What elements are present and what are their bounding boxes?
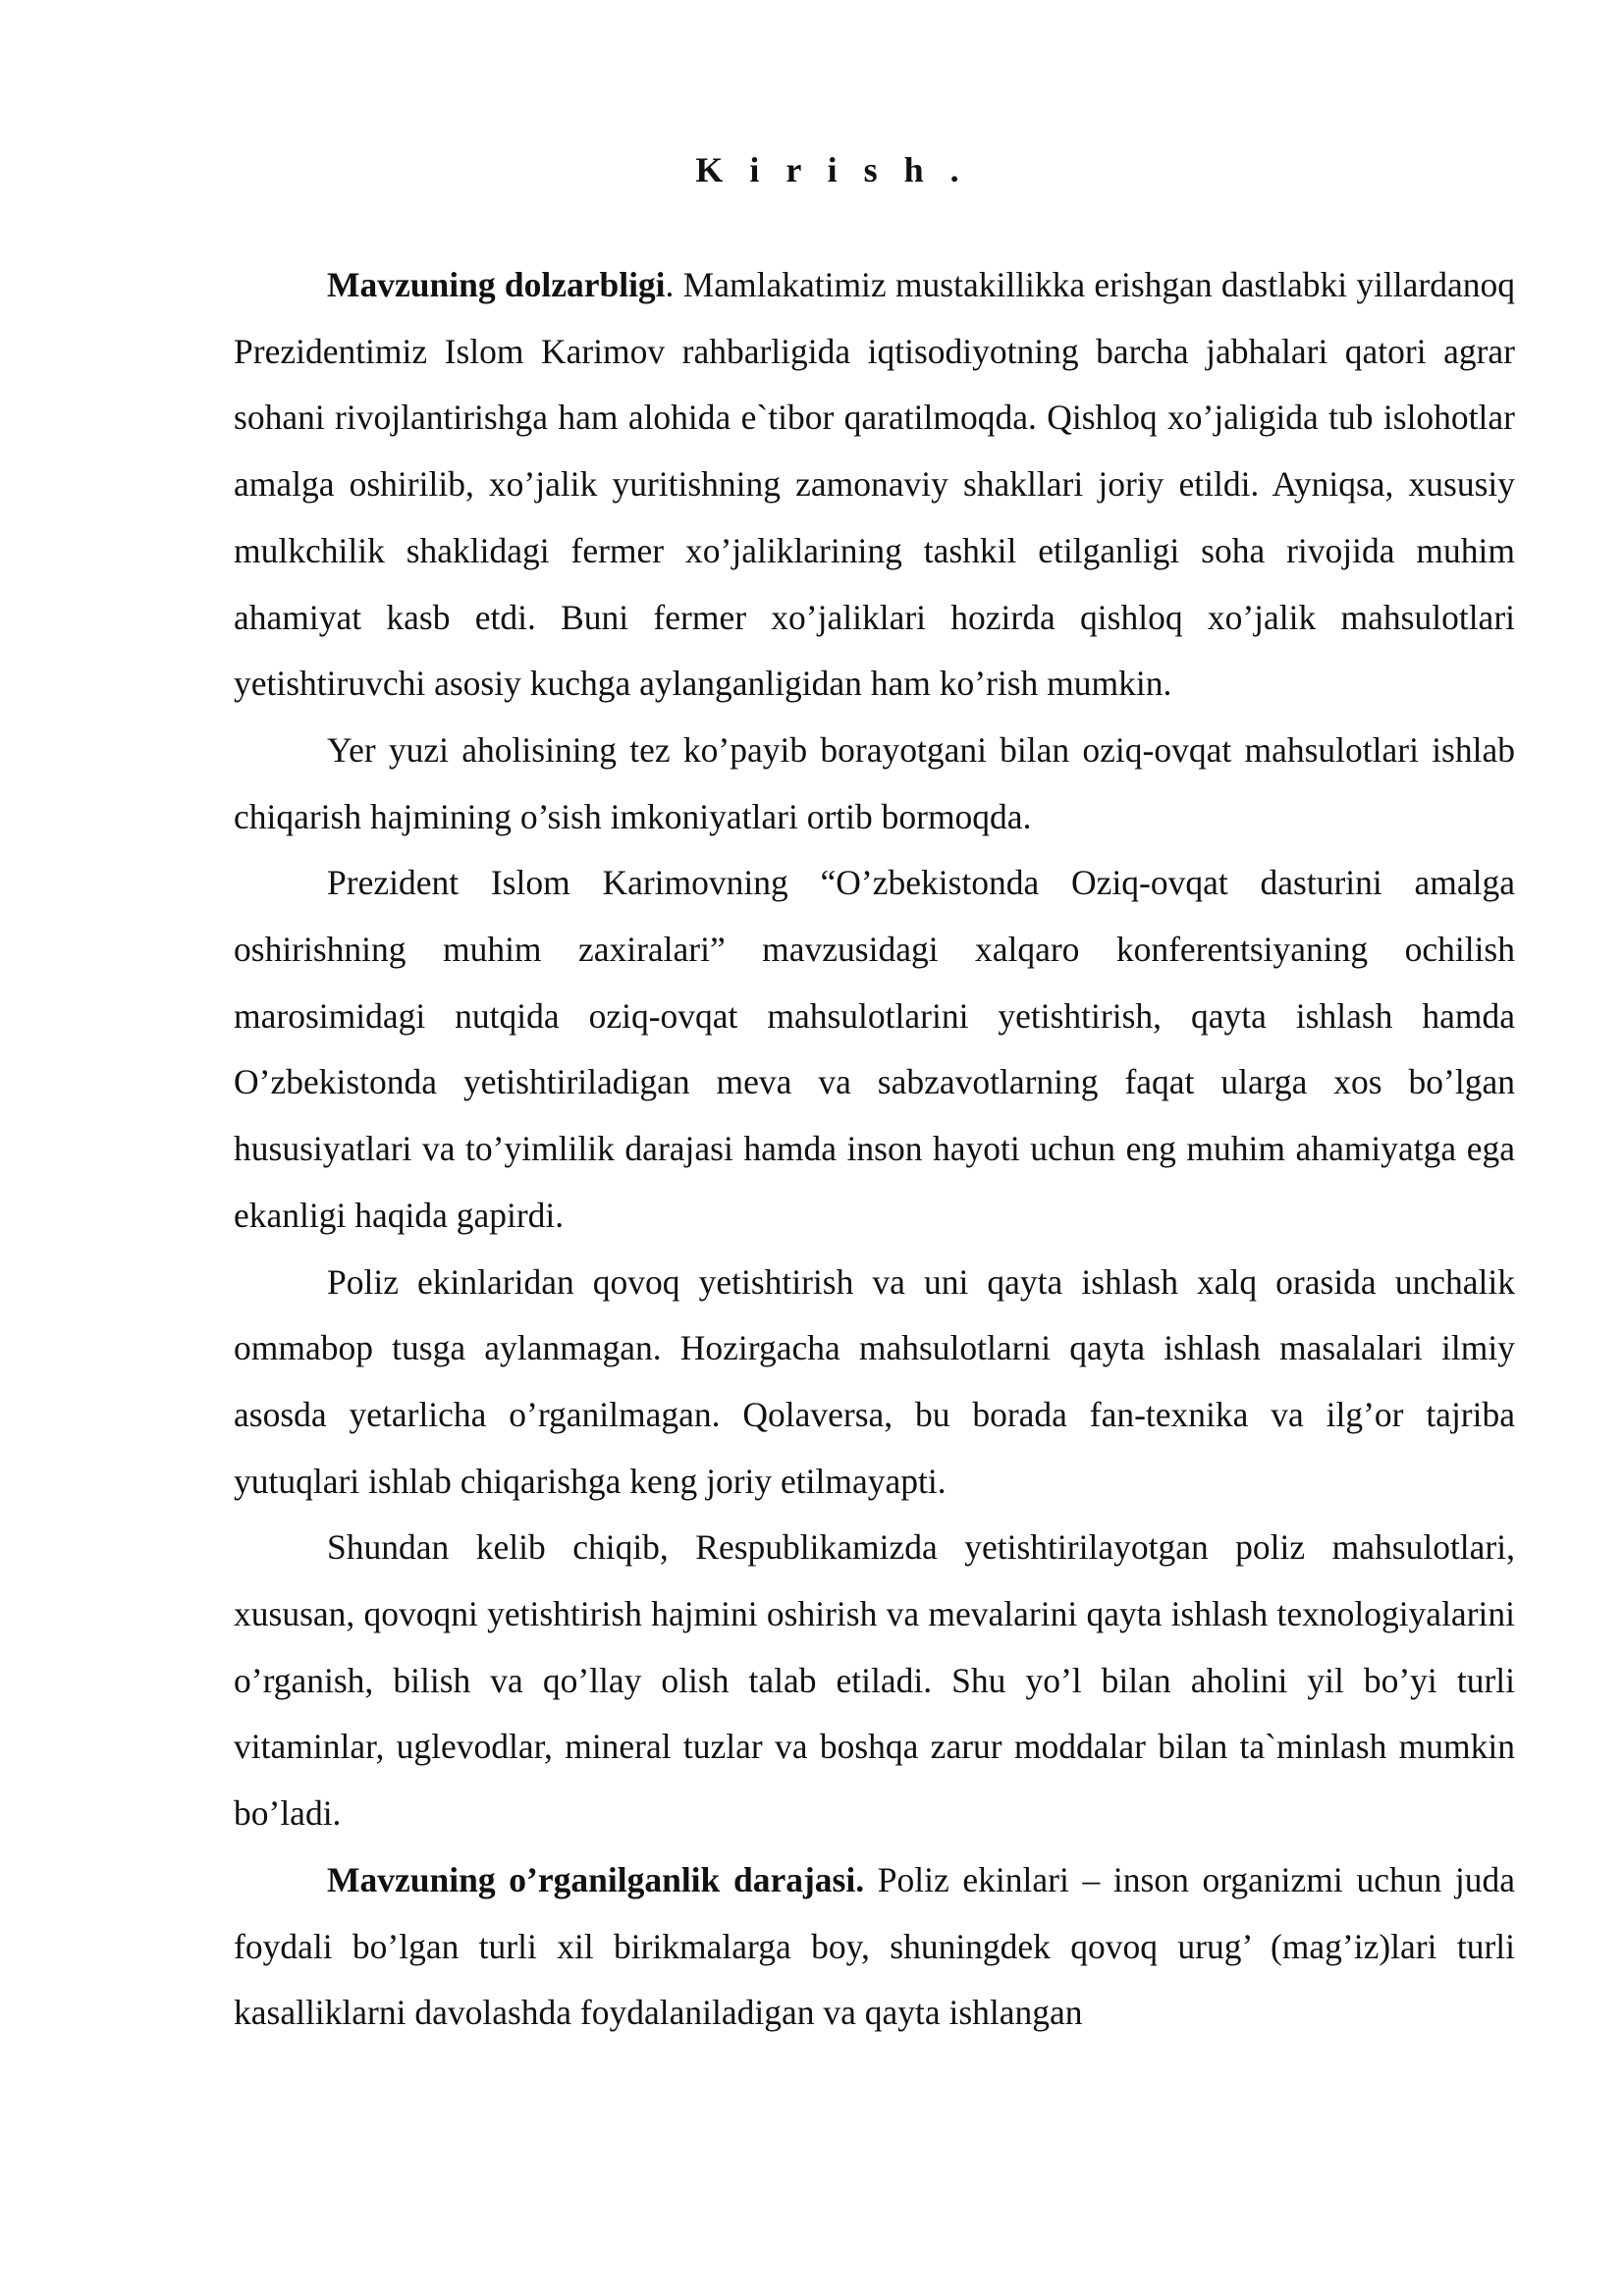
paragraph-text: Poliz ekinlaridan qovoq yetishtirish va uni qayta ishlash xalq orasida unchalik ommabop tusga aylanmagan. Hozirgacha mahsulotlarni qayta ishlash masalalari ilmiy asosda yetarlicha o’rganilmagan. Qolaversa, bu borada fan-texnika va ilg’or tajriba yutuqlari ishlab chiqarishga keng joriy etilmayapti. — [234, 1261, 1515, 1501]
paragraph-text: Shundan kelib chiqib, Respublikamizda yetishtirilayotgan poliz mahsulotlari, xususan, qovoqni yetishtirish hajmini oshirish va mevalarini qayta ishlash texnologiyalarini o’rganish, bilish va qo’llay olish talab etiladi. Shu yo’l bilan aholini yil bo’yi turli vitaminlar, uglevodlar, mineral tuzlar va boshqa zarur moddalar bilan ta`minlash mumkin bo’ladi. — [234, 1527, 1515, 1834]
paragraph-lead: Mavzuning dolzarbligi — [327, 265, 666, 304]
paragraph-text: . Mamlakatimiz mustakillikka erishgan dastlabki yillardanoq Prezidentimiz Islom Karimov rahbarligida iqtisodiyotning barcha jabhalari qatori agrar sohani rivojlantirishga ham alohida e`tibor qaratilmoqda. Qishloq xo’jaligida tub islohotlar amalga oshirilib, xo’jalik yuritishning zamonaviy shakllari joriy etildi. Ayniqsa, xususiy mulkchilik shaklidagi fermer xo’jaliklarining tashkil etilganligi soha rivojida muhim ahamiyat kasb etdi. Buni fermer xo’jaliklari hozirda qishloq xo’jalik mahsulotlari yetishtiruvchi asosiy kuchga aylanganligidan ham ko’rish mumkin. — [234, 265, 1515, 704]
paragraph-relevance — [234, 252, 1515, 718]
paragraph-pumpkin-processing — [234, 1250, 1515, 1516]
paragraph-lead: Mavzuning o’rganilganlik darajasi. — [327, 1859, 865, 1899]
paragraph-text: Poliz ekinlari – inson organizmi uchun juda foydali bo’lgan turli xil birikmalarga boy, shuningdek qovoq urug’ (mag’iz)lari turli kasalliklarni davolashda foydalaniladigan va qayta ishlangan — [234, 1859, 1515, 2033]
document-body — [234, 252, 1515, 2047]
page-title: K i r i s h . — [695, 150, 968, 189]
paragraph-research-level — [234, 1847, 1515, 2047]
paragraph-text: Yer yuzi aholisining tez ko’payib borayotgani bilan oziq-ovqat mahsulotlari ishlab chiqarish hajmining o’sish imkoniyatlari ortib bormoqda. — [234, 729, 1515, 836]
paragraph-president-speech — [234, 850, 1515, 1249]
paragraph-population — [234, 718, 1515, 850]
paragraph-text: Prezident Islom Karimovning “O’zbekistonda Oziq-ovqat dasturini amalga oshirishning muhim zaxiralari” mavzusidagi xalqaro konferentsiyaning ochilish marosimidagi nutqida oziq-ovqat mahsulotlarini yetishtirish, qayta ishlash hamda O’zbekistonda yetishtiriladigan meva va sabzavotlarning faqat ularga xos bo’lgan hususiyatlari va to’yimlilik darajasi hamda inson hayoti uchun eng muhim ahamiyatga ega ekanligi haqida gapirdi. — [234, 863, 1515, 1235]
paragraph-technology — [234, 1515, 1515, 1847]
